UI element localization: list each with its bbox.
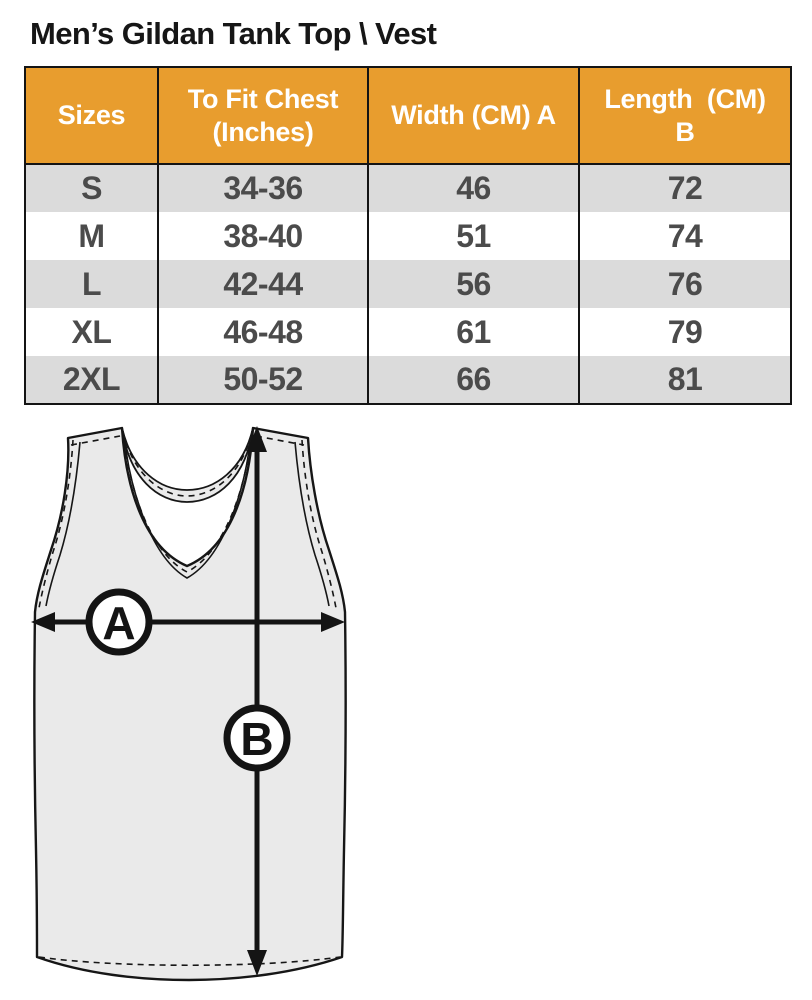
cell-width: 51: [368, 212, 579, 260]
cell-size: XL: [25, 308, 158, 356]
tank-top-diagram: [25, 420, 355, 995]
cell-length: 81: [579, 356, 791, 404]
table-header-row: [25, 67, 791, 164]
cell-width: 46: [368, 164, 579, 212]
table-row: [25, 212, 791, 260]
page-title: Men’s Gildan Tank Top \ Vest: [30, 16, 437, 51]
cell-length: 72: [579, 164, 791, 212]
cell-length: 79: [579, 308, 791, 356]
back-neck-binding: [122, 428, 253, 502]
cell-width: 61: [368, 308, 579, 356]
table-row: [25, 308, 791, 356]
length-label-letter: B: [240, 713, 274, 765]
cell-length: 74: [579, 212, 791, 260]
cell-size: 2XL: [25, 356, 158, 404]
back-neck-stitch: [123, 432, 252, 496]
cell-chest: 34-36: [158, 164, 368, 212]
cell-size: M: [25, 212, 158, 260]
table-row: [25, 164, 791, 212]
table-row: [25, 356, 791, 404]
length-label: [227, 708, 287, 768]
cell-chest: 50-52: [158, 356, 368, 404]
header-width: Width (CM) A: [368, 67, 579, 164]
table-row: [25, 260, 791, 308]
header-sizes: Sizes: [25, 67, 158, 164]
header-chest: To Fit Chest (Inches): [158, 67, 368, 164]
tank-top-illustration: [25, 420, 355, 995]
cell-chest: 38-40: [158, 212, 368, 260]
cell-width: 56: [368, 260, 579, 308]
cell-width: 66: [368, 356, 579, 404]
size-chart-table: [24, 66, 792, 405]
cell-chest: 46-48: [158, 308, 368, 356]
cell-size: L: [25, 260, 158, 308]
cell-length: 76: [579, 260, 791, 308]
tank-top-body: [34, 428, 345, 980]
header-length: Length (CM) B: [579, 67, 791, 164]
cell-size: S: [25, 164, 158, 212]
width-label-letter: A: [102, 597, 136, 649]
cell-chest: 42-44: [158, 260, 368, 308]
width-label: [89, 592, 149, 652]
